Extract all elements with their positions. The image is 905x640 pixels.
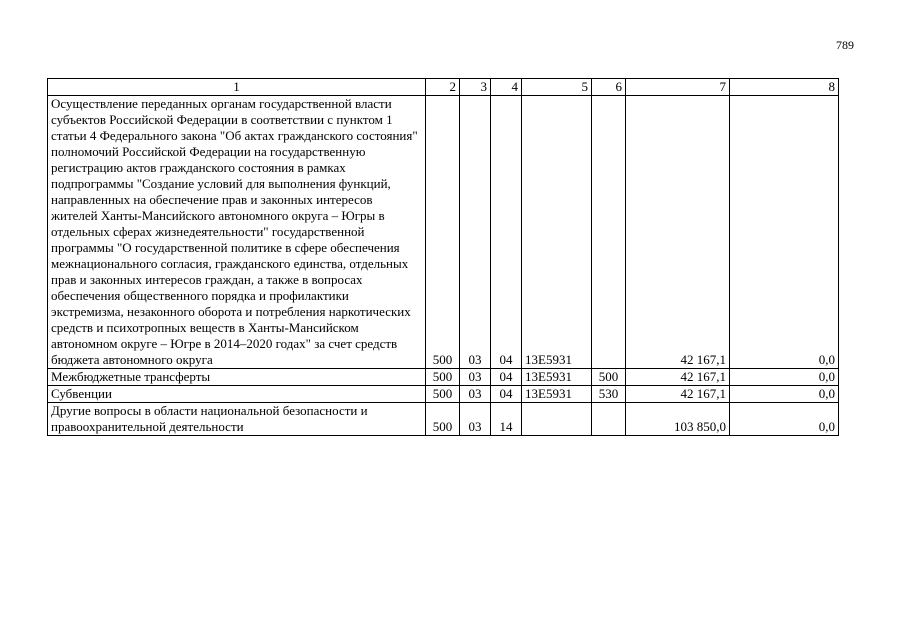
amount-cell: 103 850,0 xyxy=(626,403,730,436)
row-name-cell: Субвенции xyxy=(48,386,426,403)
expense-type-cell xyxy=(592,96,626,369)
subsection-cell: 14 xyxy=(491,403,522,436)
budget-table xyxy=(47,78,839,436)
page-number: 789 xyxy=(836,38,854,52)
column-header-7: 7 xyxy=(626,79,730,96)
subsection-cell: 04 xyxy=(491,386,522,403)
section-cell: 03 xyxy=(460,386,491,403)
ministry-code-cell: 500 xyxy=(426,369,460,386)
column-8-cell: 0,0 xyxy=(730,96,839,369)
column-8-cell: 0,0 xyxy=(730,369,839,386)
column-header-1: 1 xyxy=(48,79,426,96)
section-cell: 03 xyxy=(460,403,491,436)
table-header-row xyxy=(48,79,839,96)
expense-type-cell: 530 xyxy=(592,386,626,403)
amount-cell: 42 167,1 xyxy=(626,386,730,403)
subsection-cell: 04 xyxy=(491,96,522,369)
column-header-6: 6 xyxy=(592,79,626,96)
ministry-code-cell: 500 xyxy=(426,403,460,436)
amount-cell: 42 167,1 xyxy=(626,96,730,369)
expense-type-cell: 500 xyxy=(592,369,626,386)
column-8-cell: 0,0 xyxy=(730,386,839,403)
target-article-cell xyxy=(522,403,592,436)
column-header-4: 4 xyxy=(491,79,522,96)
expense-type-cell xyxy=(592,403,626,436)
column-header-5: 5 xyxy=(522,79,592,96)
table-row xyxy=(48,369,839,386)
column-header-2: 2 xyxy=(426,79,460,96)
amount-cell: 42 167,1 xyxy=(626,369,730,386)
target-article-cell: 13Е5931 xyxy=(522,369,592,386)
column-header-3: 3 xyxy=(460,79,491,96)
column-8-cell: 0,0 xyxy=(730,403,839,436)
row-name-cell: Межбюджетные трансферты xyxy=(48,369,426,386)
target-article-cell: 13Е5931 xyxy=(522,386,592,403)
column-header-8: 8 xyxy=(730,79,839,96)
table-row xyxy=(48,96,839,369)
subsection-cell: 04 xyxy=(491,369,522,386)
row-name-cell: Осуществление переданных органам государственной власти субъектов Российской Федерации в соответствии с пунктом 1 статьи 4 Федерального закона "Об актах гражданского состояния" полномочий Российской Федерации на государственную регистрацию актов гражданского состояния в рамках подпрограммы "Создание условий для выполнения функций, направленных на обеспечение прав и законных интересов жителей Ханты-Мансийского автономного округа – Югры в отдельных сферах жизнедеятельности" государственной программы "О государственной политике в сфере обеспечения межнационального согласия, гражданского единства, отдельных прав и законных интересов граждан, а также в вопросах обеспечения общественного порядка и профилактики экстремизма, незаконного оборота и потребления наркотических средств и психотропных веществ в Ханты-Мансийском автономном округе – Югре в 2014–2020 годах" за счет средств бюджета автономного округа xyxy=(48,96,426,369)
ministry-code-cell: 500 xyxy=(426,386,460,403)
table-row xyxy=(48,403,839,436)
table-row xyxy=(48,386,839,403)
ministry-code-cell: 500 xyxy=(426,96,460,369)
row-name-cell: Другие вопросы в области национальной безопасности и правоохранительной деятельности xyxy=(48,403,426,436)
section-cell: 03 xyxy=(460,96,491,369)
target-article-cell: 13Е5931 xyxy=(522,96,592,369)
section-cell: 03 xyxy=(460,369,491,386)
